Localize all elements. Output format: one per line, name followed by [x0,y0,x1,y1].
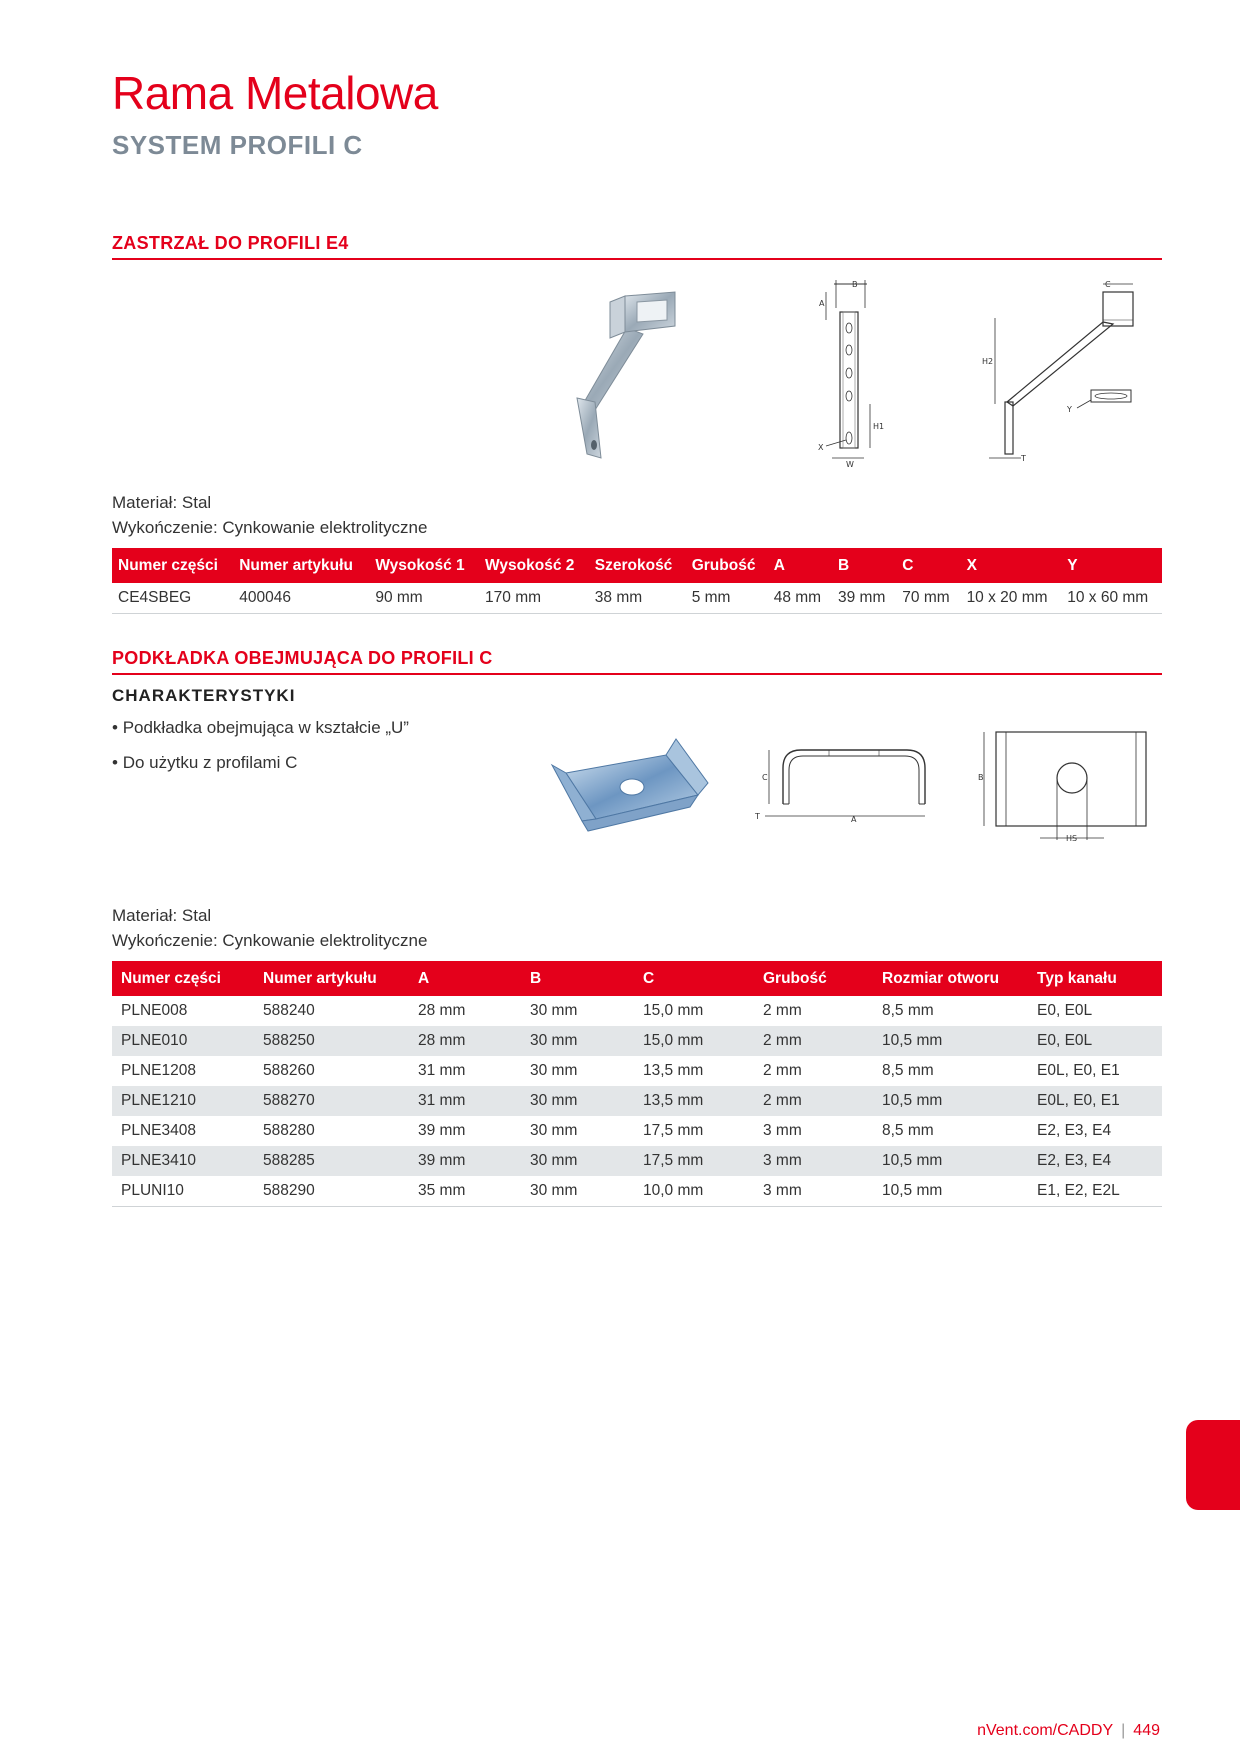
table-row [112,1116,1162,1146]
table-cell: 28 mm [409,1026,521,1056]
table-cell: 15,0 mm [643,1002,704,1019]
table-cell: 588290 [254,1176,409,1206]
table-cell: 10,5 mm [873,1176,1028,1206]
washer-top-drawing [972,728,1152,848]
table-cell: 588270 [254,1086,409,1116]
brace-side-drawing [982,278,1135,470]
column-header: A [409,961,521,996]
column-header: A [768,548,832,583]
column-header: Typ kanału [1028,961,1162,996]
table-cell: 31 mm [409,1086,521,1116]
table-cell: 588240 [263,1002,315,1019]
table-cell: 31 mm [418,1062,466,1079]
table-cell: CE4SBEG [112,583,233,613]
column-header: Wysokość 1 [369,548,479,583]
table-cell: 170 mm [479,583,589,613]
table-row [112,1086,1162,1116]
dim-h1-label: H1 [873,422,885,431]
brace-product-photo [565,290,705,460]
table-cell: 39 mm [418,1122,466,1139]
chapter-side-tab [1186,1420,1240,1510]
section-heading-brace: ZASTRZAŁ DO PROFILI E4 [112,233,1162,260]
table-cell: 39 mm [409,1146,521,1176]
table-cell: 90 mm [369,583,479,613]
column-header: Grubość [754,961,873,996]
table-cell: PLNE1208 [121,1062,196,1079]
table-cell: PLNE3408 [121,1122,196,1139]
table-cell: 2 mm [763,1062,802,1079]
page-number: 449 [1133,1722,1160,1739]
dim-b-label: B [852,280,858,289]
column-header: Numer części [112,961,254,996]
dim-a-label: A [851,815,857,824]
washer-product-photo [548,735,718,835]
brace-spec-table [112,548,1162,614]
table-row [112,1146,1162,1176]
dim-y-label: Y [1067,405,1072,414]
table-cell: 10,5 mm [873,1146,1028,1176]
table-cell: 588250 [254,1026,409,1056]
table-cell: 10 x 60 mm [1061,583,1162,613]
column-header: Wysokość 2 [479,548,589,583]
column-header: Szerokość [589,548,686,583]
table-cell: 10 x 20 mm [961,583,1062,613]
table-cell: E2, E3, E4 [1028,1146,1162,1176]
table-cell: E0L, E0, E1 [1037,1062,1120,1079]
table-cell: 30 mm [530,1062,578,1079]
table-cell: PLNE1210 [112,1086,254,1116]
column-header: B [832,548,896,583]
column-header: Numer artykułu [254,961,409,996]
table-cell: 10,5 mm [873,1026,1028,1056]
table-cell: 30 mm [530,1002,578,1019]
table-cell: 13,5 mm [643,1062,704,1079]
material-text: Materiał: Stal [112,906,212,925]
page-title: Rama Metalowa [112,67,438,119]
table-cell: 10,0 mm [634,1176,754,1206]
table-cell: 8,5 mm [882,1122,934,1139]
table-cell: 588260 [263,1062,315,1079]
list-item: • Do użytku z profilami C [112,753,409,788]
table-cell: 8,5 mm [882,1062,934,1079]
dim-a-label: A [819,299,825,308]
dim-w-label: W [846,460,854,469]
table-cell: 588285 [254,1146,409,1176]
table-cell: 3 mm [763,1122,802,1139]
table-row [112,996,1162,1026]
table-cell: 30 mm [521,1086,634,1116]
table-cell: 3 mm [754,1176,873,1206]
list-item: • Podkładka obejmująca w kształcie „U” [112,718,409,753]
table-cell: PLNE008 [121,1002,188,1019]
table-cell: PLUNI10 [112,1176,254,1206]
table-cell: 17,5 mm [634,1146,754,1176]
table-cell: 400046 [233,583,369,613]
column-header: Numer części [112,548,233,583]
table-cell: 13,5 mm [634,1086,754,1116]
table-cell: 8,5 mm [882,1002,934,1019]
brace-front-drawing [812,278,902,470]
table-header-row [112,548,1162,583]
column-header: Grubość [686,548,768,583]
table-cell: 70 mm [896,583,960,613]
finish-text: Wykończenie: Cynkowanie elektrolityczne [112,518,428,537]
table-cell: E2, E3, E4 [1037,1122,1112,1139]
table-cell: 39 mm [832,583,896,613]
table-cell: 2 mm [754,1086,873,1116]
column-header: B [521,961,634,996]
table-row [112,1056,1162,1086]
characteristics-list [112,718,409,788]
table-cell: 30 mm [521,1176,634,1206]
table-row [112,1026,1162,1056]
dim-b-label: B [978,773,984,782]
table-cell: 30 mm [521,1026,634,1056]
dim-t-label: T [1021,454,1026,463]
table-cell: 35 mm [409,1176,521,1206]
dim-t-label: T [755,812,760,821]
dim-c-label: C [1105,280,1111,289]
table-cell: PLNE010 [112,1026,254,1056]
column-header: Numer artykułu [233,548,369,583]
dim-x-label: X [818,443,824,452]
page-subtitle: SYSTEM PROFILI C [112,130,363,160]
table-row [112,1176,1162,1206]
section-heading-washer: PODKŁADKA OBEJMUJĄCA DO PROFILI C [112,648,1162,675]
washer-spec-table [112,961,1162,1207]
table-cell: 28 mm [418,1002,466,1019]
dim-hs-label: HS [1066,834,1078,843]
table-cell: 17,5 mm [643,1122,704,1139]
table-cell: E0, E0L [1037,1002,1093,1019]
table-cell: E0, E0L [1028,1026,1162,1056]
table-cell: E1, E2, E2L [1028,1176,1162,1206]
column-header: Rozmiar otworu [873,961,1028,996]
finish-text: Wykończenie: Cynkowanie elektrolityczne [112,931,428,950]
table-cell: 3 mm [754,1146,873,1176]
table-cell: PLNE3410 [112,1146,254,1176]
table-cell: 10,5 mm [873,1086,1028,1116]
page-footer: nVent.com/CADDY | 449 [977,1722,1160,1739]
table-cell: 38 mm [589,583,686,613]
table-cell: 588280 [263,1122,315,1139]
column-header: C [634,961,754,996]
characteristics-heading: CHARAKTERYSTYKI [112,686,296,705]
column-header: X [961,548,1062,583]
column-header: Y [1061,548,1162,583]
material-info-washer [112,903,427,953]
washer-side-drawing [755,742,935,828]
table-header-row [112,961,1162,996]
table-cell: 5 mm [686,583,768,613]
table-cell: 30 mm [521,1146,634,1176]
material-info-brace [112,490,427,540]
dim-h2-label: H2 [982,357,994,366]
material-text: Materiał: Stal [112,493,212,512]
table-cell: 2 mm [763,1002,802,1019]
table-cell: 2 mm [754,1026,873,1056]
table-cell: 48 mm [768,583,832,613]
table-row [112,583,1162,613]
dim-c-label: C [762,773,768,782]
table-cell: E0L, E0, E1 [1028,1086,1162,1116]
column-header: C [896,548,960,583]
table-cell: 15,0 mm [634,1026,754,1056]
table-cell: 30 mm [530,1122,578,1139]
footer-site[interactable]: nVent.com/CADDY [977,1722,1114,1739]
